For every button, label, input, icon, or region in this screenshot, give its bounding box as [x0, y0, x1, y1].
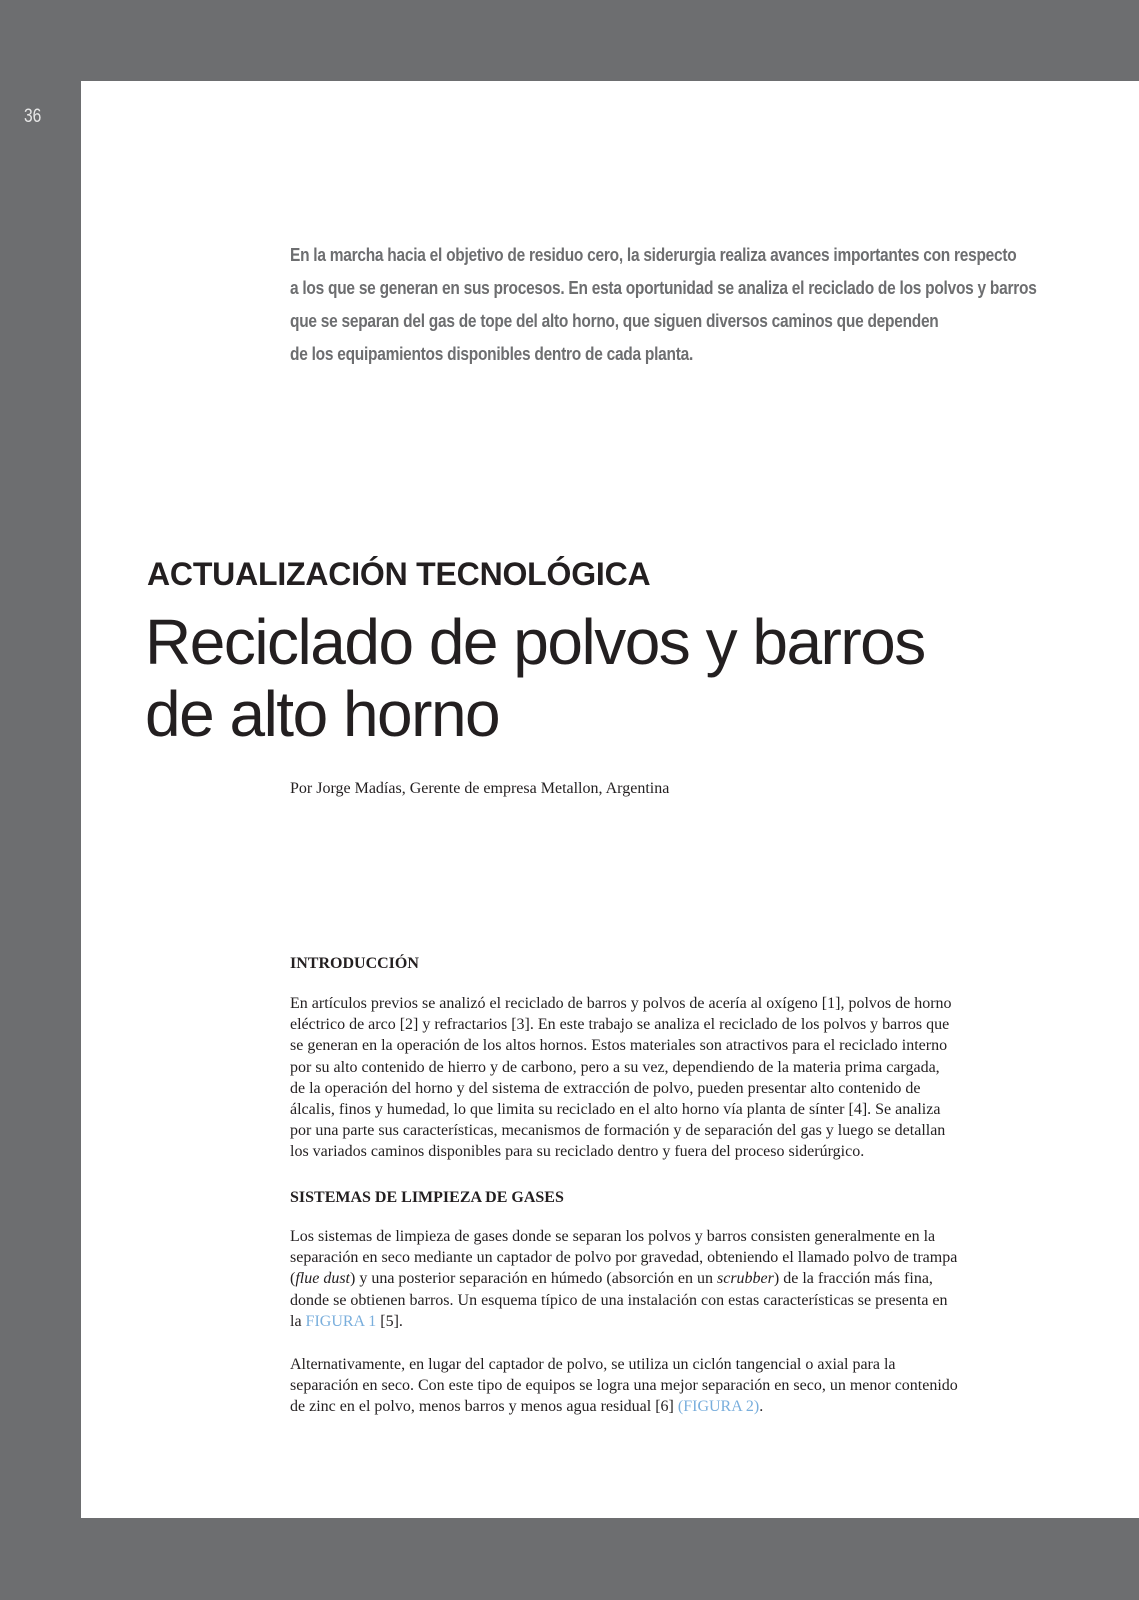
- text-run: de zinc en el polvo, menos barros y menos agua residual [6]: [290, 1398, 678, 1416]
- text-run: la: [290, 1312, 306, 1330]
- lead-line: En la marcha hacia el objetivo de residuo cero, la siderurgia realiza avances importantes con respecto: [290, 245, 1017, 265]
- text-run: (: [290, 1270, 296, 1288]
- section-label: ACTUALIZACIÓN TECNOLÓGICA: [147, 556, 651, 592]
- text-run: [5].: [376, 1312, 403, 1330]
- byline: Por Jorge Madías, Gerente de empresa Metallon, Argentina: [290, 780, 670, 797]
- text-line: por una parte sus características, mecanismos de formación y de separación del gas y luego se detallan: [290, 1122, 946, 1140]
- scrubber-term: scrubber: [717, 1270, 774, 1288]
- title-line: Reciclado de polvos y barros: [145, 606, 925, 678]
- text-line: Los sistemas de limpieza de gases donde se separan los polvos y barros consisten generalmente en la: [290, 1228, 936, 1245]
- text-line: de la operación del horno y del sistema de extracción de polvo, pueden presentar alto contenido de: [290, 1079, 921, 1097]
- text-run: .: [759, 1398, 764, 1416]
- text-line: los variados caminos disponibles para su reciclado dentro y fuera del proceso siderúrgico.: [290, 1143, 865, 1161]
- intro-paragraph: [290, 993, 1090, 1163]
- text-line: álcalis, finos y humedad, lo que limita su reciclado en el alto horno vía planta de sínter [4]. Se analiza: [290, 1101, 941, 1119]
- flue-dust-term: flue dust: [295, 1270, 350, 1288]
- page-number: 36: [24, 106, 42, 127]
- lead-paragraph: [290, 239, 1080, 371]
- text-line: En artículos previos se analizó el reciclado de barros y polvos de acería al oxígeno [1], polvos de horno: [290, 995, 952, 1012]
- text-line: separación en seco mediante un captador de polvo por gravedad, obteniendo el llamado polvo de trampa: [290, 1249, 958, 1267]
- text-line: [290, 1396, 1090, 1417]
- text-line: Alternativamente, en lugar del captador de polvo, se utiliza un ciclón tangencial o axial para la: [290, 1356, 896, 1373]
- figure-2-link[interactable]: (FIGURA 2): [677, 1398, 760, 1416]
- text-run: ) de la fracción más fina,: [773, 1270, 933, 1288]
- text-line: se generan en la operación de los altos hornos. Estos materiales son atractivos para el reciclado interno: [290, 1037, 948, 1055]
- text-run: ) y una posterior separación en húmedo (absorción en un: [350, 1270, 717, 1288]
- article-title: [145, 606, 925, 750]
- lead-line: de los equipamientos disponibles dentro de cada planta.: [290, 344, 693, 364]
- title-line: de alto horno: [145, 678, 500, 750]
- intro-heading: INTRODUCCIÓN: [290, 955, 419, 972]
- text-line: [290, 1268, 1090, 1289]
- gas-cleaning-paragraph-2: [290, 1354, 1090, 1418]
- figure-1-link[interactable]: FIGURA 1: [305, 1312, 377, 1330]
- lead-line: a los que se generan en sus procesos. En esta oportunidad se analiza el reciclado de los polvos y barros: [290, 278, 1037, 298]
- lead-line: que se separan del gas de tope del alto horno, que siguen diversos caminos que dependen: [290, 311, 939, 331]
- text-line: [290, 1311, 1090, 1332]
- gas-cleaning-paragraph-1: [290, 1226, 1090, 1332]
- text-line: por su alto contenido de hierro y de carbono, pero a su vez, dependiendo de la materia prima cargada,: [290, 1058, 940, 1076]
- gas-cleaning-heading: SISTEMAS DE LIMPIEZA DE GASES: [290, 1189, 564, 1206]
- text-line: donde se obtienen barros. Un esquema típico de una instalación con estas características se presenta en: [290, 1291, 948, 1309]
- text-line: eléctrico de arco [2] y refractarios [3]. En este trabajo se analiza el reciclado de los polvos y barros que: [290, 1016, 950, 1034]
- text-line: separación en seco. Con este tipo de equipos se logra una mejor separación en seco, un menor contenido: [290, 1377, 958, 1395]
